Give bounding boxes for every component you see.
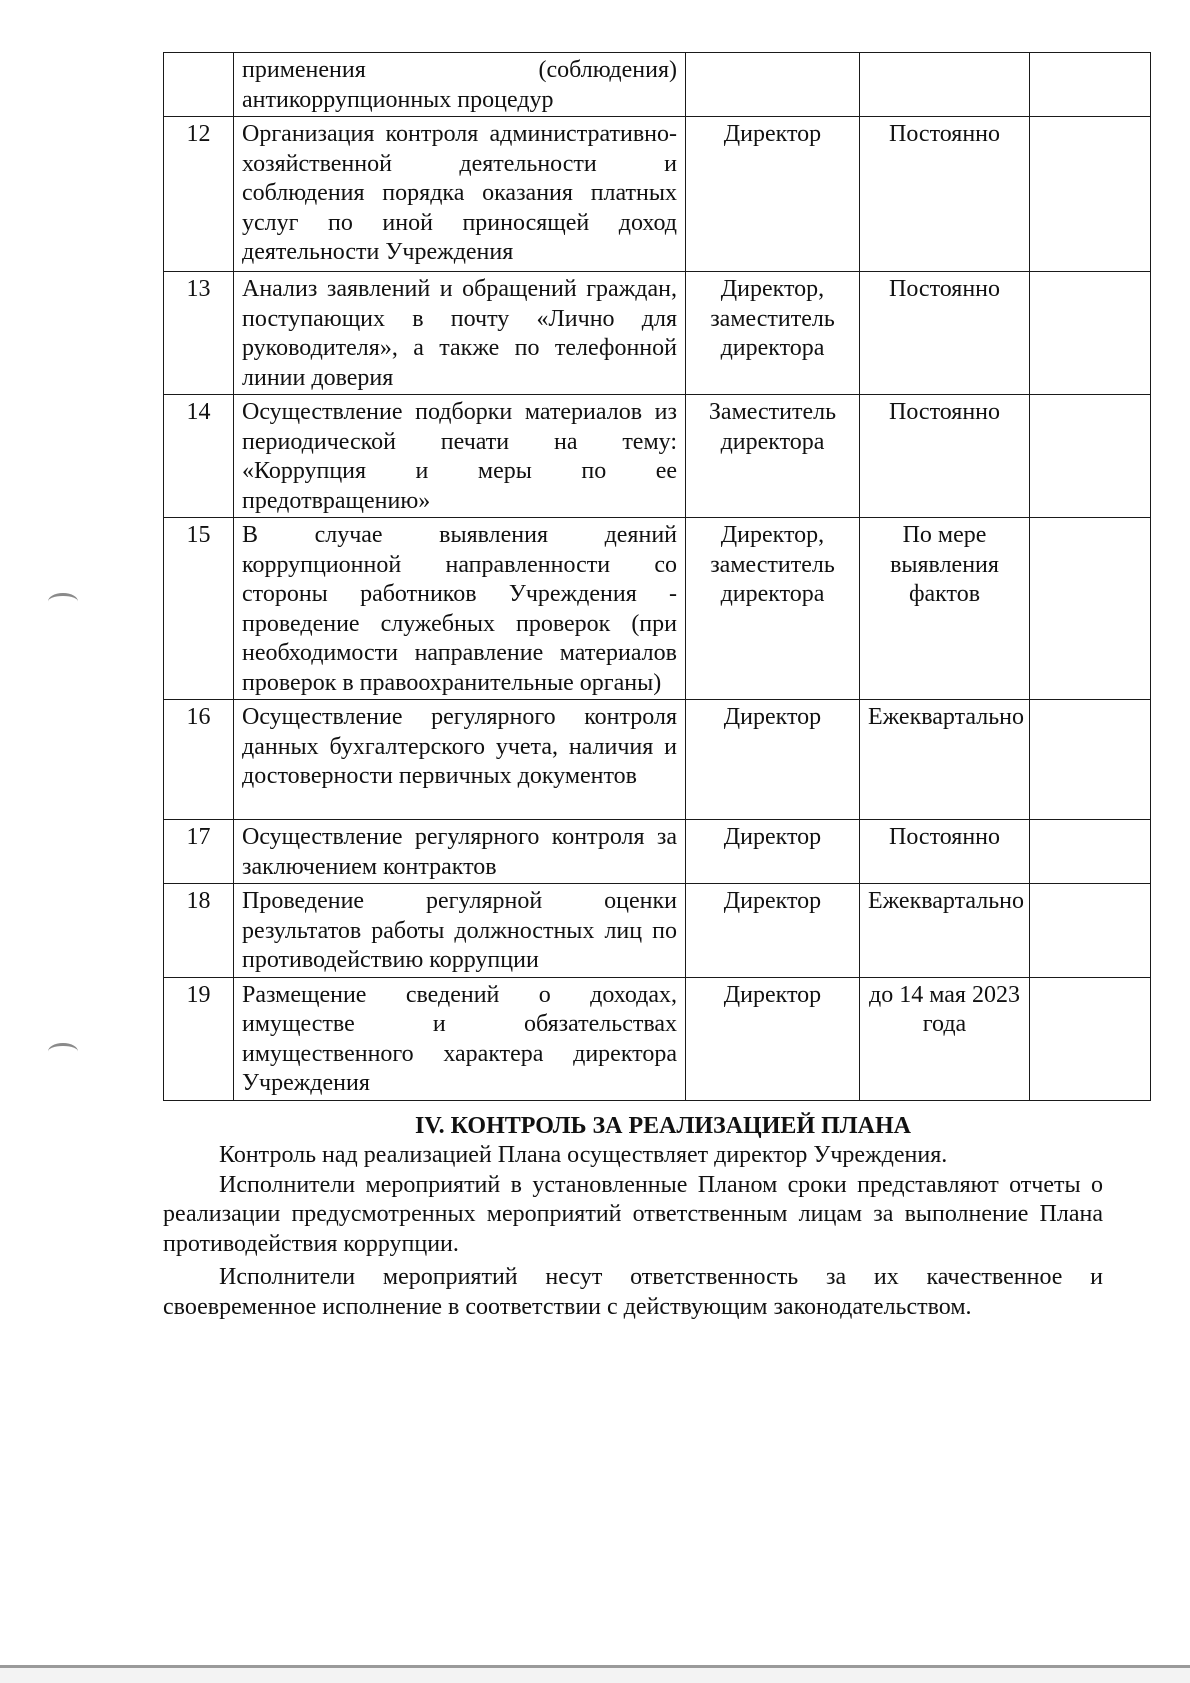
table-row (164, 518, 1151, 700)
row-number (164, 53, 234, 117)
measure-text: применения (соблюдения) антикоррупционных процедур (234, 53, 686, 117)
table-row (164, 272, 1151, 395)
punch-hole-mark (48, 1043, 78, 1060)
control-section (163, 1111, 1103, 1322)
row-number: 14 (164, 395, 234, 518)
term-cell: Ежеквартально (860, 884, 1030, 978)
term-cell: Постоянно (860, 820, 1030, 884)
table-row (164, 820, 1151, 884)
responsible-cell: Директор (686, 117, 860, 272)
row-number: 13 (164, 272, 234, 395)
responsible-cell: Директор, заместитель директора (686, 518, 860, 700)
table-row (164, 700, 1151, 820)
note-cell (1030, 117, 1151, 272)
note-cell (1030, 518, 1151, 700)
note-cell (1030, 884, 1151, 978)
note-cell (1030, 53, 1151, 117)
responsible-cell: Директор (686, 884, 860, 978)
section-paragraph: Исполнители мероприятий в установленные Планом сроки представляют отчеты о реализации предусмотренных мероприятий ответственным лицам за выполнение Плана противодействия коррупции. (163, 1171, 1103, 1257)
measure-text: Размещение сведений о доходах, имуществе и обязательствах имущественного характера директора Учреждения (234, 977, 686, 1100)
responsible-cell: Директор (686, 820, 860, 884)
section-paragraph: Исполнители мероприятий несут ответственность за их качественное и своевременное исполнение в соответствии с действующим законодательством. (163, 1264, 1103, 1320)
responsible-cell: Директор, заместитель директора (686, 272, 860, 395)
measure-text: Анализ заявлений и обращений граждан, поступающих в почту «Лично для руководителя», а также по телефонной линии доверия (234, 272, 686, 395)
note-cell (1030, 395, 1151, 518)
table-row (164, 117, 1151, 272)
row-number: 12 (164, 117, 234, 272)
row-number: 19 (164, 977, 234, 1100)
term-cell: Постоянно (860, 395, 1030, 518)
row-number: 18 (164, 884, 234, 978)
section-title: IV. КОНТРОЛЬ ЗА РЕАЛИЗАЦИЕЙ ПЛАНА (415, 1113, 911, 1139)
plan-table (163, 52, 1151, 1101)
term-cell: Постоянно (860, 117, 1030, 272)
note-cell (1030, 700, 1151, 820)
row-number: 16 (164, 700, 234, 820)
measure-text: Осуществление регулярного контроля за заключением контрактов (234, 820, 686, 884)
term-cell: Ежеквартально (860, 700, 1030, 820)
table-row (164, 395, 1151, 518)
note-cell (1030, 977, 1151, 1100)
section-paragraph: Контроль над реализацией Плана осуществляет директор Учреждения. (219, 1142, 948, 1168)
term-cell: до 14 мая 2023 года (860, 977, 1030, 1100)
measure-text: Осуществление подборки материалов из периодической печати на тему: «Коррупция и меры по ее предотвращению» (234, 395, 686, 518)
table-row (164, 53, 1151, 117)
punch-hole-mark (48, 593, 78, 610)
measure-text: Осуществление регулярного контроля данных бухгалтерского учета, наличия и достоверности первичных документов (234, 700, 686, 820)
responsible-cell: Директор (686, 977, 860, 1100)
term-cell: Постоянно (860, 272, 1030, 395)
row-number: 17 (164, 820, 234, 884)
table-row (164, 884, 1151, 978)
measure-text: Проведение регулярной оценки результатов работы должностных лиц по противодействию коррупции (234, 884, 686, 978)
note-cell (1030, 272, 1151, 395)
term-cell (860, 53, 1030, 117)
measure-text: В случае выявления деяний коррупционной направленности со стороны работников Учреждения - проведение служебных проверок (при необходимости направление материалов проверок в правоохранительные органы) (234, 518, 686, 700)
scan-background (0, 1668, 1190, 1683)
responsible-cell: Заместитель директора (686, 395, 860, 518)
term-cell: По мере выявления фактов (860, 518, 1030, 700)
note-cell (1030, 820, 1151, 884)
responsible-cell (686, 53, 860, 117)
row-number: 15 (164, 518, 234, 700)
measure-text: Организация контроля административно-хозяйственной деятельности и соблюдения порядка оказания платных услуг по иной приносящей доход деятельности Учреждения (234, 117, 686, 272)
table-row (164, 977, 1151, 1100)
responsible-cell: Директор (686, 700, 860, 820)
